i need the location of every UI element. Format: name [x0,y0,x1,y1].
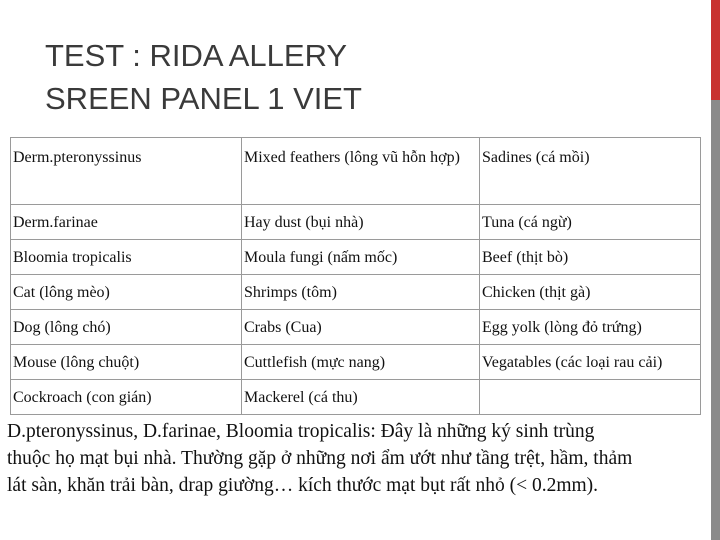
description-line-3: lát sàn, khăn trải bàn, drap giường… kích thước mạt bụt rất nhỏ (< 0.2mm). [7,475,599,496]
table-cell: Mackerel (cá thu) [242,380,480,415]
table-cell: Chicken (thịt gà) [480,275,701,310]
table-row [11,310,701,345]
table-cell: Shrimps (tôm) [242,275,480,310]
table-row [11,205,701,240]
description-line-2: thuộc họ mạt bụi nhà. Thường gặp ở những nơi ẩm ướt như tầng trệt, hầm, thảm [7,448,633,469]
table-cell: Crabs (Cua) [242,310,480,345]
table-cell: Tuna (cá ngừ) [480,205,701,240]
table-cell: Cat (lông mèo) [11,275,242,310]
slide-title [45,34,645,120]
slide-title-line-1: TEST : RIDA ALLERY [45,38,348,73]
description-line-1: D.pteronyssinus, D.farinae, Bloomia tropicalis: Đây là những ký sinh trùng [7,421,595,442]
table-cell: Mouse (lông chuột) [11,345,242,380]
table-row [11,138,701,205]
slide-title-line-2: SREEN PANEL 1 VIET [45,81,362,116]
table-cell: Sadines (cá mồi) [480,138,701,205]
table-cell: Mixed feathers (lông vũ hỗn hợp) [242,138,480,205]
table-cell: Derm.pteronyssinus [11,138,242,205]
table-cell: Hay dust (bụi nhà) [242,205,480,240]
table-row [11,240,701,275]
table-cell: Cuttlefish (mực nang) [242,345,480,380]
table-cell: Cockroach (con gián) [11,380,242,415]
table-cell: Beef (thịt bò) [480,240,701,275]
allergen-table [10,137,701,415]
table-cell: Bloomia tropicalis [11,240,242,275]
table-row [11,275,701,310]
table-cell: Dog (lông chó) [11,310,242,345]
table-row [11,345,701,380]
table-row [11,380,701,415]
side-accent-red [711,0,720,100]
table-cell: Derm.farinae [11,205,242,240]
description-text [7,418,717,499]
table-cell: Vegatables (các loại rau cải) [480,345,701,380]
table-cell: Moula fungi (nấm mốc) [242,240,480,275]
table-cell [480,380,701,415]
table-cell: Egg yolk (lòng đỏ trứng) [480,310,701,345]
